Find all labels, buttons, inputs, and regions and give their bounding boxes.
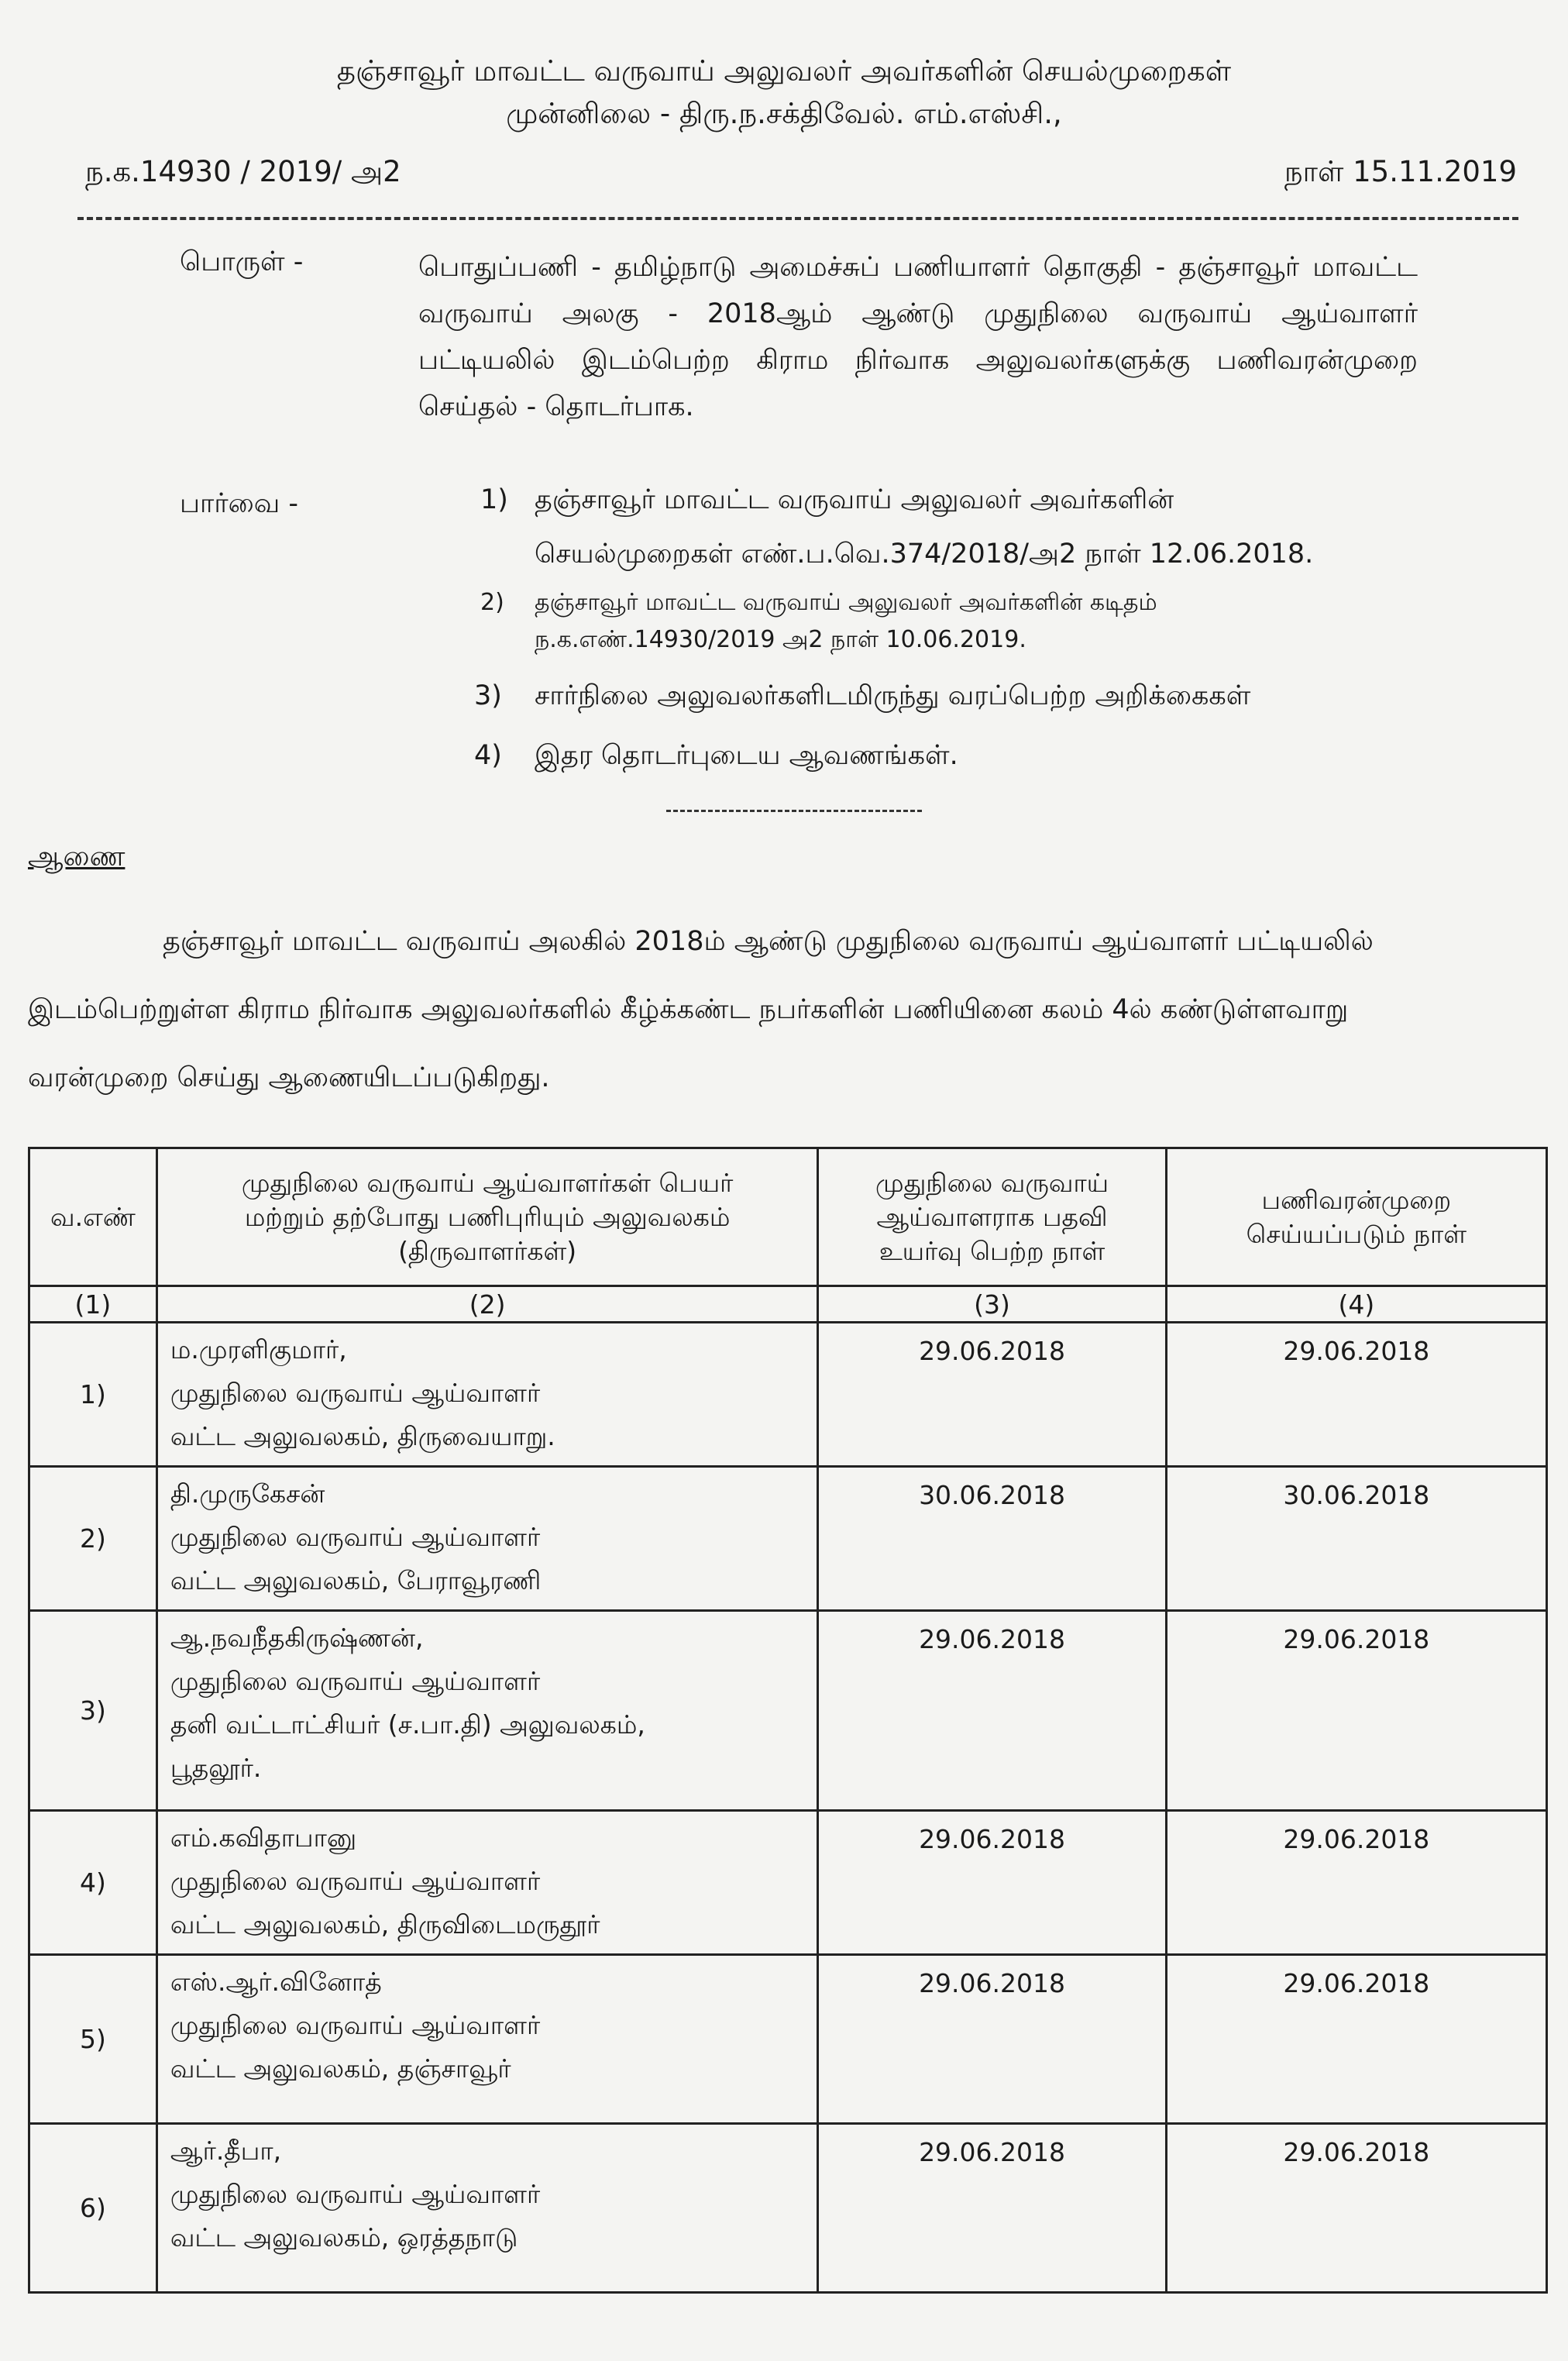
reference-item-1-line2: செயல்முறைகள் எண்.ப.வெ.374/2018/அ2 நாள் 12.06.2018. [535,539,1314,570]
name-office-cell [156,2124,818,2293]
reference-number: ந.க.14930 / 2019/ அ2 [85,155,401,188]
column-number: (2) [156,1286,818,1323]
table-row [29,1611,1547,1811]
name-office-cell [156,1467,818,1611]
table-row [29,1467,1547,1611]
officer-name: ஆர்.தீபா, [170,2136,282,2166]
subject-text: பொதுப்பணி - தமிழ்நாடு அமைச்சுப் பணியாளர் தொகுதி - தஞ்சாவூர் மாவட்ட வருவாய் அலகு - 2018ஆம் ஆண்டு முதுநிலை வருவாய் ஆய்வாளர் பட்டியலில் இடம்பெற்ற கிராம நிர்வாக அலுவலர்களுக்கு பணிவரன்முறை செய்தல் - தொடர்பாக. [418,252,1418,422]
officer-name: ஆ.நவநீதகிருஷ்ணன், [170,1623,424,1653]
header-name-office [156,1148,818,1286]
column-number: (1) [29,1286,157,1323]
officer-designation: முதுநிலை வருவாய் ஆய்வாளர் [170,1378,541,1408]
reference-divider [666,810,922,812]
header-promotion-date [818,1148,1166,1286]
regularisation-date: 30.06.2018 [1166,1467,1546,1611]
officer-designation: முதுநிலை வருவாய் ஆய்வாளர் [170,1866,541,1896]
name-office-cell [156,1611,818,1811]
serial-number: 2) [29,1467,157,1611]
promotion-date: 29.06.2018 [818,1611,1166,1811]
regularisation-date: 29.06.2018 [1166,1323,1546,1467]
reference-item-1-line1: தஞ்சாவூர் மாவட்ட வருவாய் அலுவலர் அவர்களின் [535,484,1174,515]
table-row [29,1323,1547,1467]
header-promotion-line1: முதுநிலை வருவாய் [875,1167,1109,1198]
order-line-3: வரன்முறை செய்து ஆணையிடப்படுகிறது. [28,1062,550,1093]
reference-item-1-num: 1) [480,484,508,515]
regularisation-date: 29.06.2018 [1166,1611,1546,1811]
officer-name: தி.முருகேசன் [170,1478,325,1509]
table-row [29,2124,1547,2293]
table-header-row [29,1148,1547,1286]
promotion-date: 29.06.2018 [818,1811,1166,1955]
officer-designation: முதுநிலை வருவாய் ஆய்வாளர் [170,1522,541,1552]
officer-name: எஸ்.ஆர்.வினோத் [170,1967,382,1997]
table-row [29,1811,1547,1955]
regularisation-date: 29.06.2018 [1166,1811,1546,1955]
officer-designation: முதுநிலை வருவாய் ஆய்வாளர் [170,2010,541,2040]
header-promotion-line2: ஆய்வாளராக பதவி [876,1201,1108,1232]
promotion-date: 29.06.2018 [818,1323,1166,1467]
column-number: (4) [1166,1286,1546,1323]
header-regularisation-line2: செய்யப்படும் நாள் [1246,1218,1467,1249]
header-regularisation-date [1166,1148,1546,1286]
serial-number: 3) [29,1611,157,1811]
order-line-2: இடம்பெற்றுள்ள கிராம நிர்வாக அலுவலர்களில் கீழ்க்கண்ட நபர்களின் பணியினை கலம் 4ல் கண்டுள்ளவாறு [28,994,1349,1025]
header-name-line2: மற்றும் தற்போது பணிபுரியும் அலுவலகம் [244,1201,731,1232]
header-regularisation-line1: பணிவரன்முறை [1261,1184,1452,1215]
header-promotion-line3: உயர்வு பெற்ற நாள் [879,1235,1106,1266]
reference-item-4-num: 4) [474,740,502,771]
serial-number: 5) [29,1955,157,2124]
reference-item-2-line2: ந.க.எண்.14930/2019 அ2 நாள் 10.06.2019. [535,626,1026,653]
serial-number: 4) [29,1811,157,1955]
reference-item-3-num: 3) [474,680,502,711]
officer-name: ம.முரளிகுமார், [170,1334,347,1365]
officer-name: எம்.கவிதாபானு [170,1822,357,1853]
header-name-line1: முதுநிலை வருவாய் ஆய்வாளர்கள் பெயர் [241,1167,734,1198]
officer-office: வட்ட அலுவலகம், திருவிடைமருதூர் [170,1909,600,1939]
regularisation-table [28,1147,1548,2294]
officer-office: வட்ட அலுவலகம், திருவையாறு. [170,1421,555,1451]
regularisation-date: 29.06.2018 [1166,2124,1546,2293]
table-row [29,1955,1547,2124]
header-serial: வ.எண் [29,1148,157,1286]
officer-office: தனி வட்டாட்சியர் (ச.பா.தி) அலுவலகம், [170,1709,645,1740]
header-presence: முன்னிலை - திரு.ந.சக்திவேல். எம்.எஸ்சி., [506,97,1062,130]
name-office-cell [156,1955,818,2124]
officer-office: வட்ட அலுவலகம், தஞ்சாவூர் [170,2053,511,2084]
reference-item-2-line1: தஞ்சாவூர் மாவட்ட வருவாய் அலுவலர் அவர்களின் கடிதம் [535,589,1157,616]
reference-item-4-line1: இதர தொடர்புடைய ஆவணங்கள். [535,740,958,771]
document-date: நாள் 15.11.2019 [1284,155,1517,188]
reference-item-2-num: 2) [480,589,504,616]
reference-label: பார்வை - [180,488,298,519]
subject-label: பொருள் - [180,246,304,277]
column-number: (3) [818,1286,1166,1323]
header-title: தஞ்சாவூர் மாவட்ட வருவாய் அலுவலர் அவர்களின் செயல்முறைகள் [336,54,1232,88]
officer-designation: முதுநிலை வருவாய் ஆய்வாளர் [170,2179,541,2209]
promotion-date: 30.06.2018 [818,1467,1166,1611]
officer-designation: முதுநிலை வருவாய் ஆய்வாளர் [170,1666,541,1696]
promotion-date: 29.06.2018 [818,2124,1166,2293]
column-number-row [29,1286,1547,1323]
serial-number: 1) [29,1323,157,1467]
name-office-cell [156,1811,818,1955]
officer-office: வட்ட அலுவலகம், பேராவூரணி [170,1565,542,1595]
serial-number: 6) [29,2124,157,2293]
order-title: ஆணை [28,841,126,872]
header-divider [77,217,1518,220]
header-name-line3: (திருவாளர்கள்) [398,1235,577,1266]
name-office-cell [156,1323,818,1467]
reference-item-3-line1: சார்நிலை அலுவலர்களிடமிருந்து வரப்பெற்ற அறிக்கைகள் [535,680,1251,711]
promotion-date: 29.06.2018 [818,1955,1166,2124]
regularisation-date: 29.06.2018 [1166,1955,1546,2124]
officer-office-place: பூதலூர். [170,1753,262,1783]
order-line-1: தஞ்சாவூர் மாவட்ட வருவாய் அலகில் 2018ம் ஆண்டு முதுநிலை வருவாய் ஆய்வாளர் பட்டியலில் [163,926,1374,957]
officer-office: வட்ட அலுவலகம், ஒரத்தநாடு [170,2222,518,2253]
